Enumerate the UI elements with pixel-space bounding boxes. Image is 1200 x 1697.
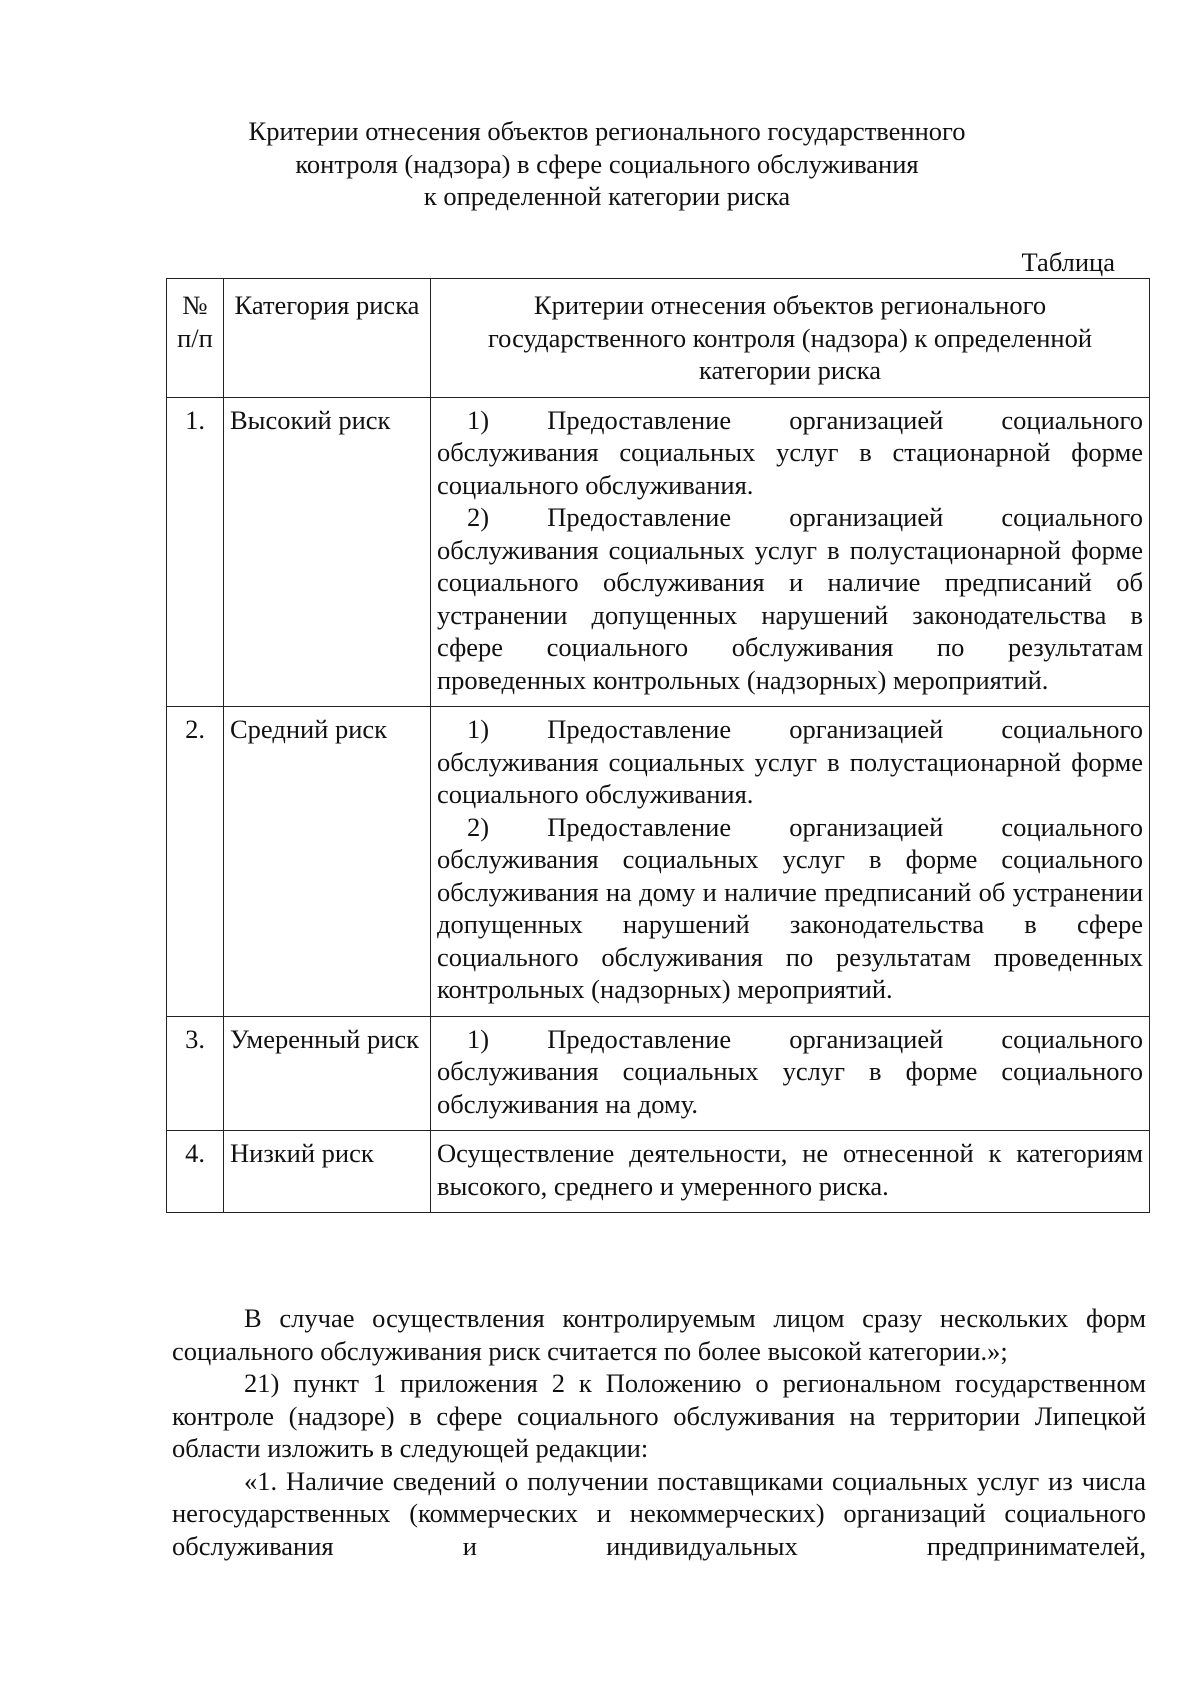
row-number: 3. — [167, 1016, 224, 1131]
header-number: № п/п — [167, 279, 224, 398]
criterion-item: 1) Предоставление организацией социального обслуживания социальных услуг в полустационарной форме социального обслуживания. — [437, 714, 1143, 809]
row-number: 4. — [167, 1131, 224, 1213]
table-header-row — [167, 279, 1150, 398]
row-category: Высокий риск — [224, 397, 431, 707]
title-line-2: контроля (надзора) в сфере социального обслуживания — [295, 148, 919, 179]
header-category: Категория риска — [224, 279, 431, 398]
row-category: Умеренный риск — [224, 1016, 431, 1131]
criterion-item: 2) Предоставление организацией социального обслуживания социальных услуг в полустационарной форме социального обслуживания и наличие предписаний об устранении допущенных нарушений законодательства в сфере социального обслуживания по результатам проведенных контрольных (надзорных) мероприятий. — [437, 502, 1143, 695]
table-row — [167, 1131, 1150, 1213]
table-caption: Таблица — [1021, 247, 1115, 277]
row-criteria — [431, 1016, 1150, 1131]
document-body — [172, 1302, 1146, 1562]
title-line-1: Критерии отнесения объектов регионального государственного — [248, 116, 966, 146]
paragraph: «1. Наличие сведений о получении поставщиками социальных услуг из числа негосударственных (коммерческих и некоммерческих) организаций социального обслуживания и индивидуальных предпринимателей, — [172, 1465, 1146, 1561]
document-title — [167, 115, 1047, 213]
table-row — [167, 1016, 1150, 1131]
row-number: 2. — [167, 707, 224, 1017]
table-row — [167, 397, 1150, 707]
row-category: Средний риск — [224, 707, 431, 1017]
row-criteria — [431, 1131, 1150, 1213]
risk-criteria-table — [166, 278, 1150, 1213]
criterion-item: 1) Предоставление организацией социального обслуживания социальных услуг в форме социального обслуживания на дому. — [437, 1023, 1143, 1119]
header-criteria: Критерии отнесения объектов регионального государственного контроля (надзора) к определенной категории риска — [431, 279, 1150, 398]
row-criteria — [431, 397, 1150, 707]
paragraph: 21) пункт 1 приложения 2 к Положению о региональном государственном контроле (надзоре) в сфере социального обслуживания на территории Липецкой области изложить в следующей редакции: — [172, 1368, 1146, 1463]
row-number: 1. — [167, 397, 224, 707]
criterion-item: Осуществление деятельности, не отнесенной к категориям высокого, среднего и умеренного риска. — [437, 1138, 1143, 1201]
row-category: Низкий риск — [224, 1131, 431, 1213]
paragraph: В случае осуществления контролируемым лицом сразу нескольких форм социального обслуживания риск считается по более высокой категории.»; — [172, 1303, 1146, 1366]
row-criteria — [431, 707, 1150, 1017]
criterion-item: 1) Предоставление организацией социального обслуживания социальных услуг в стационарной форме социального обслуживания. — [437, 404, 1143, 500]
table-row — [167, 707, 1150, 1017]
title-line-3: к определенной категории риска — [423, 181, 791, 211]
criterion-item: 2) Предоставление организацией социального обслуживания социальных услуг в форме социального обслуживания на дому и наличие предписаний об устранении допущенных нарушений законодательства в сфере социального обслуживания по результатам проведенных контрольных (надзорных) мероприятий. — [437, 811, 1143, 1004]
